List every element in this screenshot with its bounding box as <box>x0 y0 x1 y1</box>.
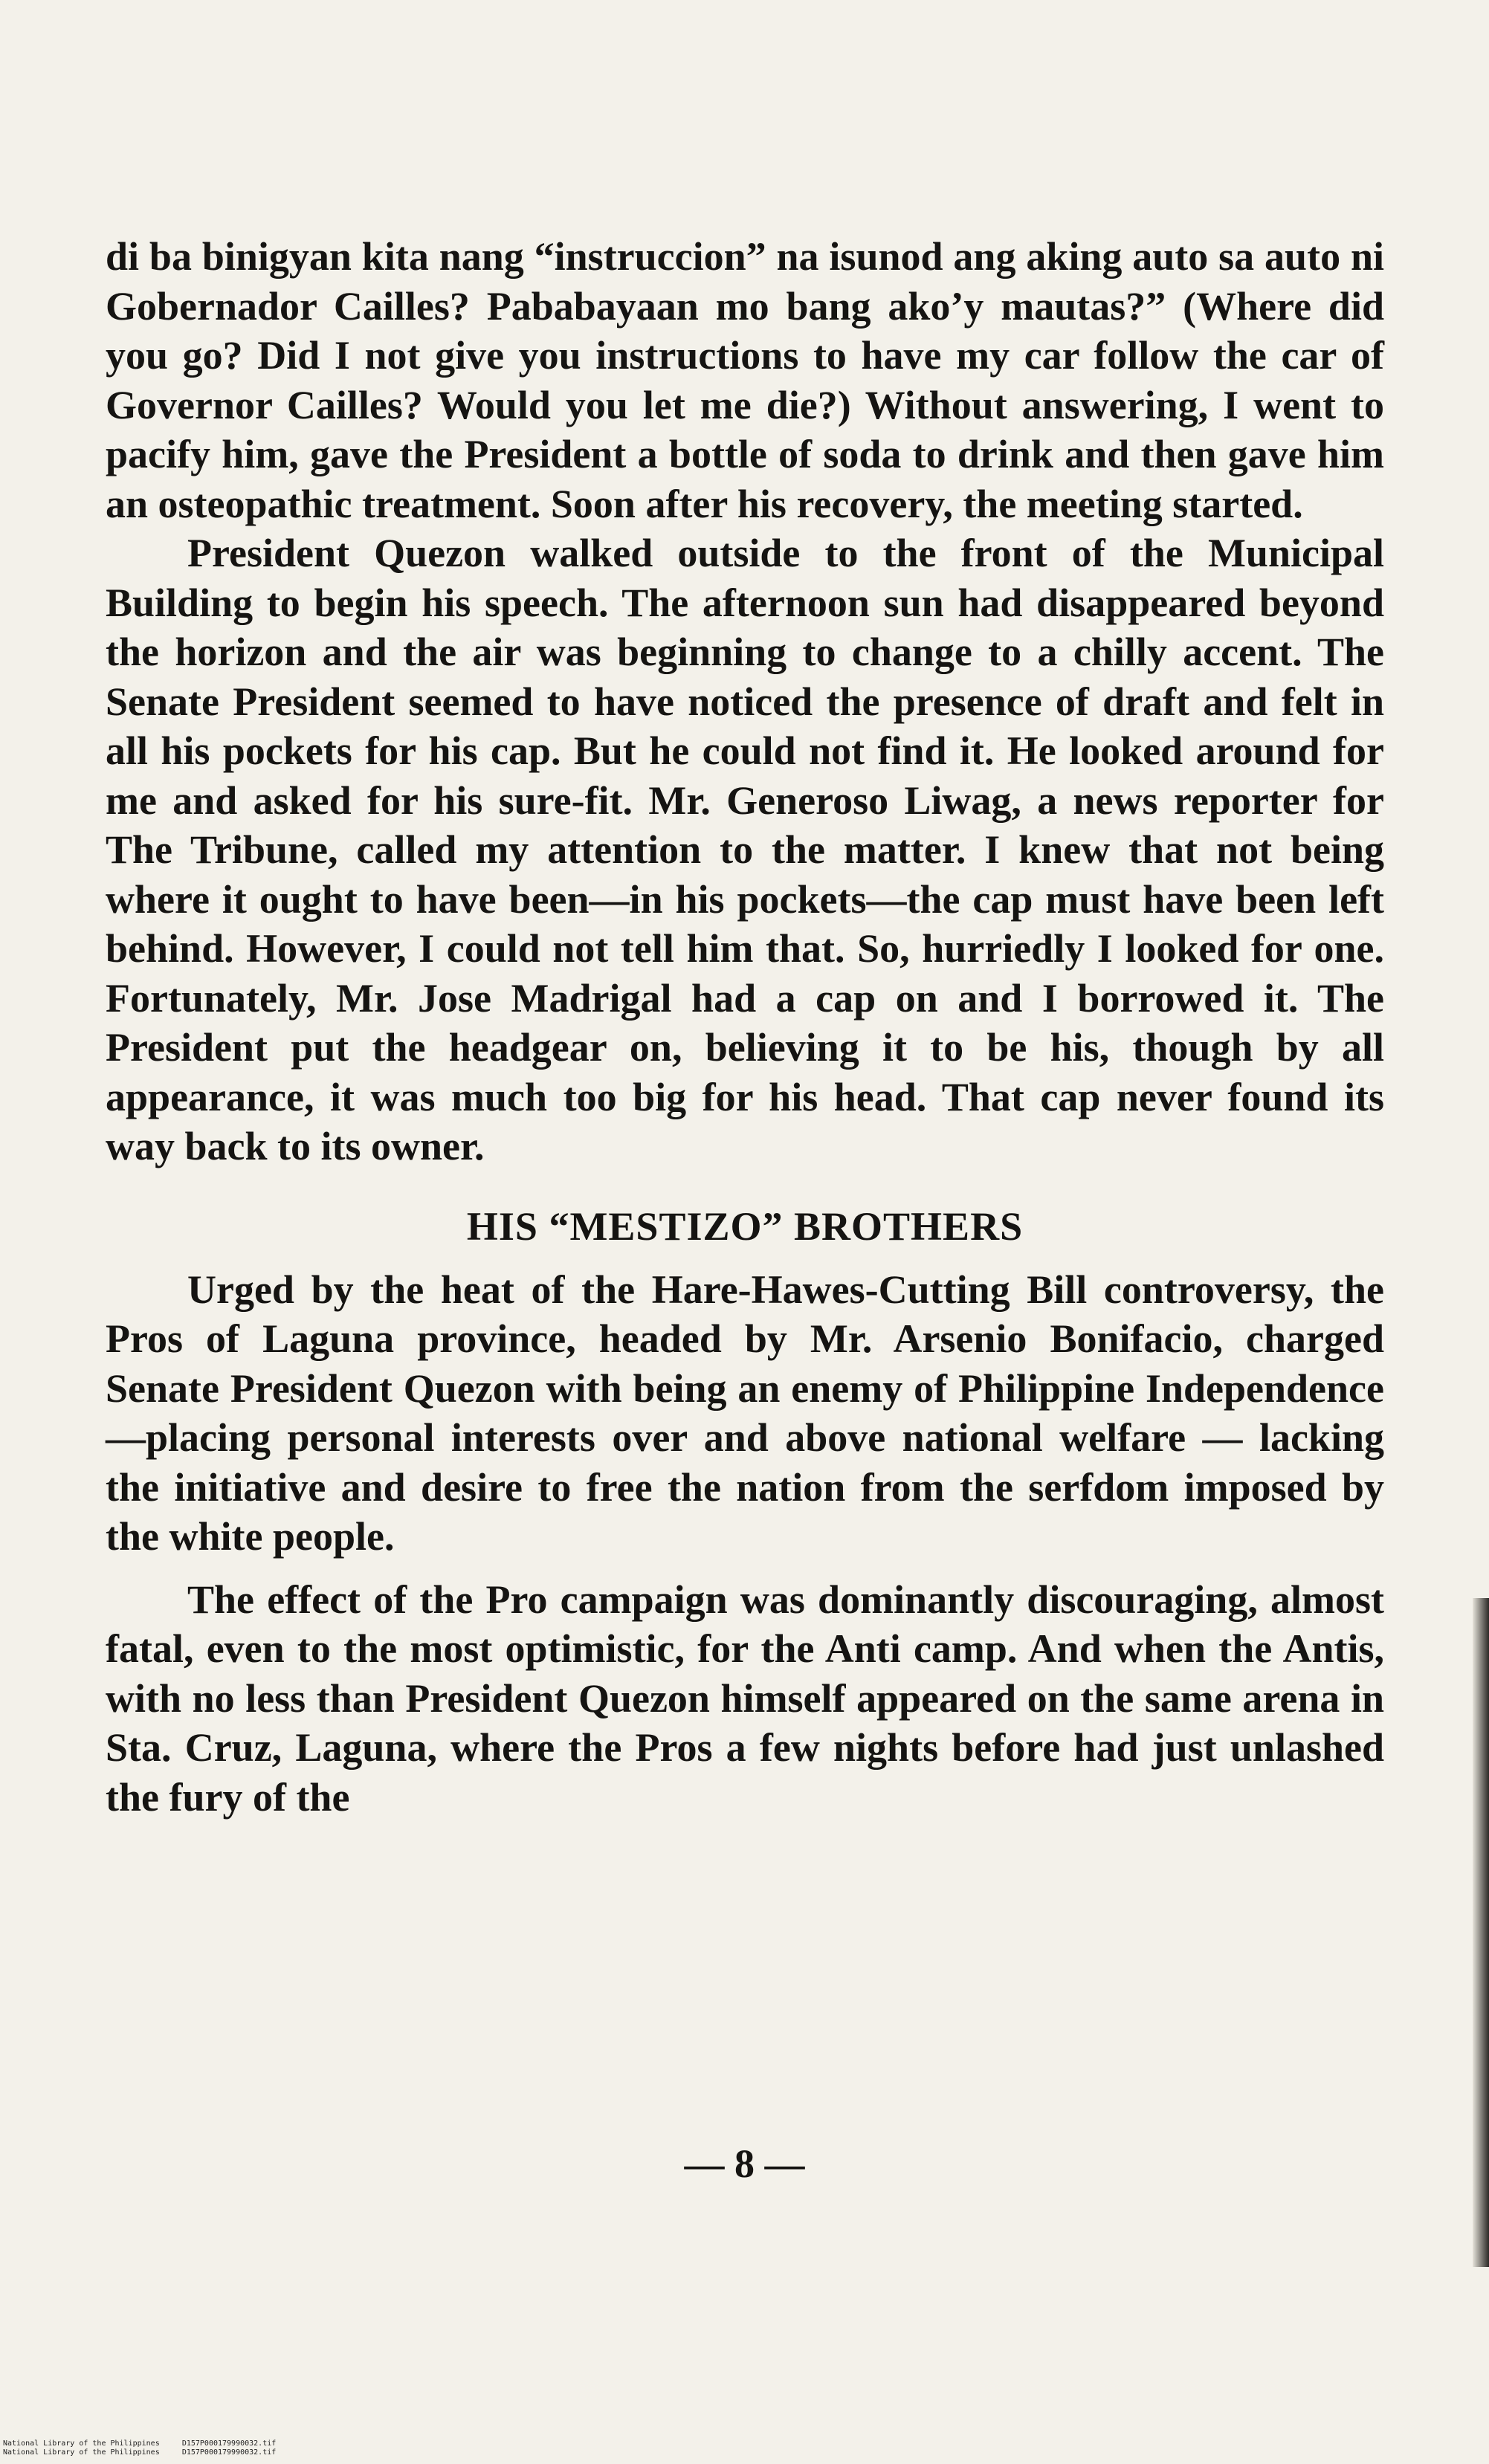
paragraph-2-text-after: called my attention to the matter. I knew that not being where it ought to have been—in his pockets—the cap must have been left behind. However, I could not tell him that. So, hurriedly I looked for one. Fortunately, Mr. Jose Madrigal had a cap on and I borrowed it. The President put the headgear on, believing it to be his, though by all appearance, it was much too big for his head. That cap never found its way back to its owner. <box>106 827 1385 1168</box>
page-number: — 8 — <box>684 2141 805 2186</box>
paragraph-2-text-before: President Quezon walked outside to the front of the Municipal Building to begin his speech. The afternoon sun had disappeared beyond the horizon and the air was beginning to change to a chilly accent. The Senate President seemed to have noticed the presence of draft and felt in all his pockets for his cap. But he could not find it. He looked around for me and asked for his sure-fit. Mr. Generoso Liwag, a news reporter for <box>106 531 1384 823</box>
paragraph-1: di ba binigyan kita nang “instruccion” na isunod ang aking auto sa auto ni Gobernador Cailles? Pababayaan mo bang ako’y mautas?” (Where did you go? Did I not give you instructions to have my car follow the car of Governor Cailles? Would you let me die?) Without answering, I went to pacify him, gave the President a bottle of soda to drink and then gave him an osteopathic treatment. Soon after his recovery, the meeting started. <box>106 234 1384 526</box>
newspaper-name: The Tribune, <box>106 827 338 872</box>
footer-stamp-line-2: National Library of the Philippines D157P000179990032.tif <box>3 2448 277 2457</box>
page-binding-shadow <box>1473 1598 1489 2267</box>
paragraph-4: The effect of the Pro campaign was dominantly discouraging, almost fatal, even to the most optimistic, for the Anti camp. And when the Antis, with no less than President Quezon himself appeared on the same arena in Sta. Cruz, Laguna, where the Pros a few nights before had just unlashed the fury of the <box>106 1577 1384 1820</box>
paragraph-3: Urged by the heat of the Hare-Hawes-Cutting Bill controversy, the Pros of Laguna province, headed by Mr. Arsenio Bonifacio, charged Senate President Quezon with being an enemy of Philippine Independence—placing personal interests over and above national welfare — lacking the initiative and desire to free the nation from the serfdom imposed by the white people. <box>106 1267 1384 1559</box>
body-text <box>106 232 1384 1822</box>
paragraph-2 <box>106 528 1384 1171</box>
section-heading: HIS “MESTIZO” BROTHERS <box>466 1203 1024 1249</box>
footer-stamp-line-1: National Library of the Philippines D157P000179990032.tif <box>3 2439 277 2448</box>
archive-footer-stamp <box>3 2439 276 2457</box>
